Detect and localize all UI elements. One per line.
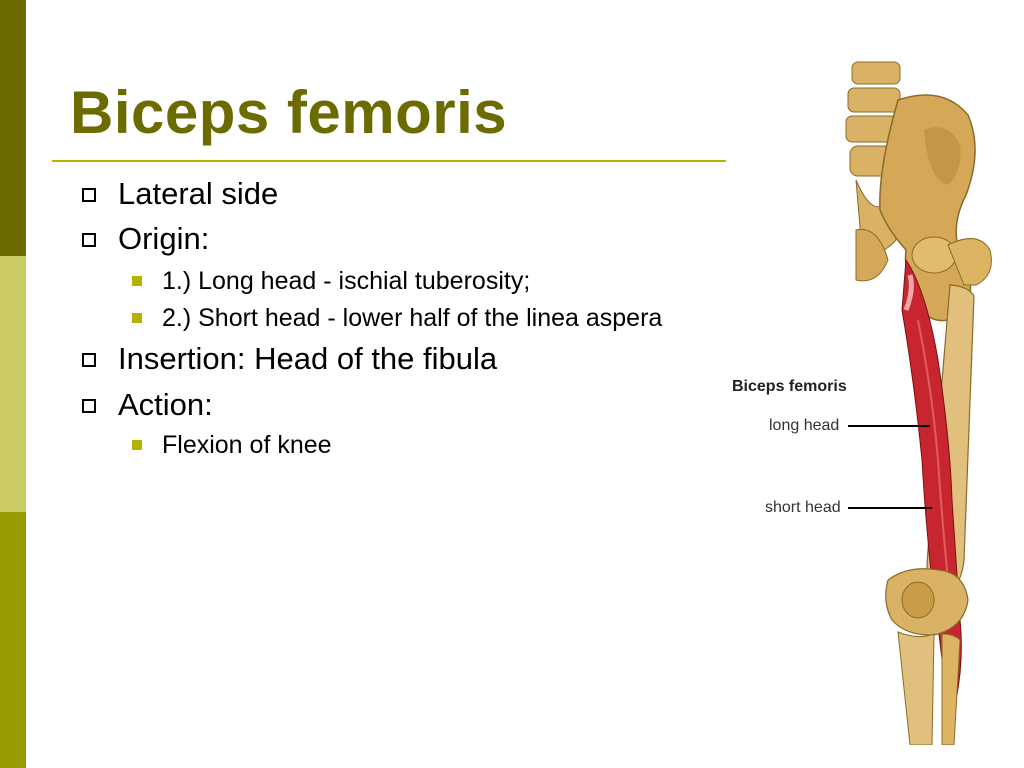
tibia-icon — [898, 632, 934, 745]
sub-bullet-long-head: 1.) Long head - ischial tuberosity; — [162, 267, 531, 295]
sub-bullet-short-head: 2.) Short head - lower half of the linea aspera — [162, 304, 663, 332]
bullet-marker-icon — [82, 188, 96, 202]
sub-bullet-flexion: Flexion of knee — [162, 431, 332, 459]
anatomy-figure — [728, 60, 1024, 745]
sub-bullet-marker-icon — [132, 440, 142, 450]
long-head-label: long head — [769, 417, 840, 434]
bullet-origin: Origin: — [118, 221, 210, 256]
slide-title: Biceps femoris — [70, 79, 508, 146]
leg-anatomy-illustration — [728, 60, 1024, 745]
bullet-insertion: Insertion: Head of the fibula — [118, 341, 498, 376]
sub-bullet-marker-icon — [132, 313, 142, 323]
bullet-action: Action: — [118, 387, 213, 422]
bullet-marker-icon — [82, 233, 96, 247]
figure-heading: Biceps femoris — [732, 378, 847, 395]
fibula-icon — [942, 634, 960, 745]
sub-bullet-marker-icon — [132, 276, 142, 286]
bullet-marker-icon — [82, 399, 96, 413]
bullet-lateral-side: Lateral side — [118, 176, 279, 211]
short-head-label: short head — [765, 499, 841, 516]
bullet-marker-icon — [82, 353, 96, 367]
